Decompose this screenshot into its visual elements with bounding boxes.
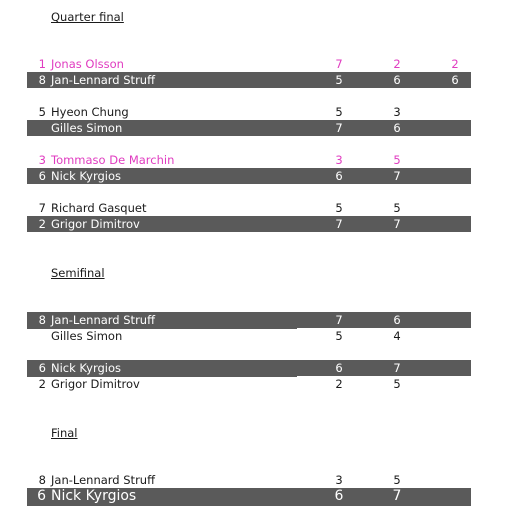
player-seed: 5 [38, 105, 46, 119]
set-score: 6 [393, 73, 401, 87]
player-row [27, 168, 471, 184]
set-score: 6 [393, 313, 401, 327]
player-name: Jan-Lennard Struff [51, 73, 156, 87]
player-name: Jonas Olsson [51, 57, 124, 71]
set-score: 7 [393, 169, 401, 183]
player-name: Nick Kyrgios [51, 488, 137, 504]
set-score: 7 [393, 217, 401, 231]
set-score: 5 [393, 377, 401, 391]
player-name: Jan-Lennard Struff [51, 473, 156, 487]
set-score: 7 [392, 488, 402, 504]
set-score: 6 [334, 488, 344, 504]
player-seed: 1 [38, 57, 46, 71]
player-seed: 6 [38, 361, 46, 375]
player-seed: 8 [38, 473, 46, 487]
set-score: 4 [393, 329, 401, 343]
player-row [27, 72, 471, 88]
set-score: 5 [393, 473, 401, 487]
set-score: 6 [335, 169, 343, 183]
player-name: Nick Kyrgios [51, 169, 121, 183]
set-score: 3 [335, 153, 343, 167]
player-seed: 6 [37, 488, 46, 504]
set-score: 7 [393, 361, 401, 375]
round-title: Semifinal [51, 266, 105, 280]
player-row [27, 472, 471, 488]
set-score: 5 [335, 201, 343, 215]
set-score: 2 [451, 57, 459, 71]
player-row [27, 376, 471, 392]
player-row [27, 200, 471, 216]
set-score: 5 [335, 105, 343, 119]
set-score: 6 [335, 361, 343, 375]
player-name: Gilles Simon [51, 329, 123, 343]
player-name: Tommaso De Marchin [51, 153, 175, 167]
set-score: 7 [335, 121, 343, 135]
set-score: 3 [335, 473, 343, 487]
set-score: 5 [393, 201, 401, 215]
player-name: Grigor Dimitrov [51, 217, 140, 231]
set-score: 7 [335, 57, 343, 71]
round-title: Final [51, 426, 78, 440]
round-title: Quarter final [51, 10, 124, 24]
player-seed: 6 [38, 169, 46, 183]
player-seed: 2 [38, 217, 46, 231]
player-row [27, 328, 471, 344]
player-row [27, 312, 471, 328]
player-name: Jan-Lennard Struff [51, 313, 156, 327]
player-row [27, 216, 471, 232]
set-score: 6 [393, 121, 401, 135]
player-row [27, 488, 471, 506]
player-row [27, 360, 471, 376]
player-name: Hyeon Chung [51, 105, 129, 119]
player-name: Nick Kyrgios [51, 361, 121, 375]
set-score: 2 [393, 57, 401, 71]
player-row [27, 104, 471, 120]
player-name: Grigor Dimitrov [51, 377, 140, 391]
set-score: 3 [393, 105, 401, 119]
set-score: 7 [335, 217, 343, 231]
player-seed: 2 [38, 377, 46, 391]
set-score: 7 [335, 313, 343, 327]
set-score: 5 [393, 153, 401, 167]
player-name: Richard Gasquet [51, 201, 147, 215]
player-row [27, 152, 471, 168]
set-score: 5 [335, 73, 343, 87]
player-row [27, 56, 471, 72]
player-seed: 3 [38, 153, 46, 167]
player-seed: 8 [38, 73, 46, 87]
set-score: 5 [335, 329, 343, 343]
player-row [27, 120, 471, 136]
player-name: Gilles Simon [51, 121, 123, 135]
player-seed: 8 [38, 313, 46, 327]
player-seed: 7 [38, 201, 46, 215]
set-score: 2 [335, 377, 343, 391]
set-score: 6 [451, 73, 459, 87]
